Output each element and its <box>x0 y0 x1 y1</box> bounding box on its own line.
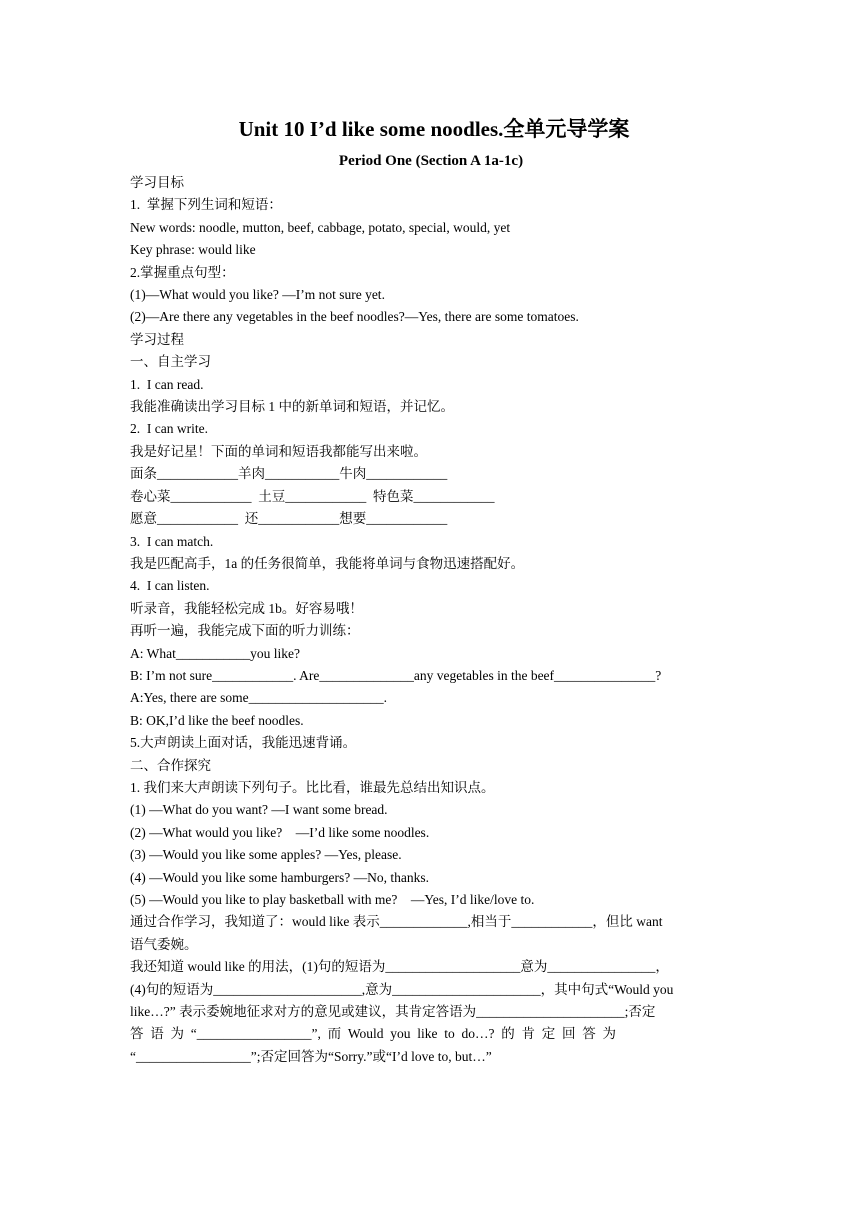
key-phrase: Key phrase: would like <box>130 242 256 258</box>
task-match: 3. I can match. <box>130 533 214 549</box>
heading-objectives: 学习目标 <box>130 175 184 190</box>
dialogue-a2: A:Yes, there are some____________________. <box>130 690 387 706</box>
task-match-desc: 我是匹配高手，1a 的任务很简单，我能将单词与食物迅速搭配好。 <box>130 555 525 571</box>
summary-line-2: 语气委婉。 <box>130 936 198 952</box>
summary-line-3: 我还知道 would like 的用法，(1)句的短语为____________________意为________________， <box>130 959 669 975</box>
heading-process: 学习过程 <box>130 331 184 347</box>
task-read-desc: 我能准确读出学习目标 1 中的新单词和短语，并记忆。 <box>130 399 454 415</box>
summary-line-7: “_________________”;否定回答为“Sorry.”或“I’d love to, but…” <box>130 1048 492 1064</box>
heading-self-study: 一、自主学习 <box>130 354 211 370</box>
example-1: (1) —What do you want? —I want some bread. <box>130 802 388 818</box>
dialogue-a1: A: What___________you like? <box>130 645 300 661</box>
summary-line-4: (4)句的短语为______________________,意为______________________，其中句式“Would you <box>130 981 674 997</box>
document-subtitle: Period One (Section A 1a-1c) <box>338 153 524 169</box>
task-write-desc: 我是好记星！下面的单词和短语我都能写出来啦。 <box>130 443 427 459</box>
coop-task-1: 1. 我们来大声朗读下列句子。比比看，谁最先总结出知识点。 <box>130 779 495 795</box>
example-2: (2) —What would you like? —I’d like some noodles. <box>130 824 430 840</box>
example-5: (5) —Would you like to play basketball with me? —Yes, I’d like/love to. <box>130 892 535 907</box>
task-listen-again: 再听一遍，我能完成下面的听力训练： <box>130 623 360 639</box>
objective-2: 2.掌握重点句型： <box>130 264 235 280</box>
summary-line-6: 答 语 为 “_________________”, 而 Would you like to do…? 的 肯 定 回 答 为 <box>130 1026 617 1042</box>
task-read: 1. I can read. <box>130 376 204 392</box>
task-listen-desc: 听录音，我能轻松完成 1b。好容易哦！ <box>130 600 363 616</box>
document-body <box>130 112 730 1068</box>
key-sentence-2: (2)—Are there any vegetables in the beef noodles?—Yes, there are some tomatoes. <box>130 309 579 325</box>
objective-1: 1. 掌握下列生词和短语： <box>130 197 282 213</box>
fill-row-3: 愿意____________ 还____________想要____________ <box>130 511 448 527</box>
task-write: 2. I can write. <box>130 421 208 437</box>
task-listen: 4. I can listen. <box>130 578 210 594</box>
dialogue-b1: B: I’m not sure____________. Are______________any vegetables in the beef_______________? <box>130 667 662 683</box>
heading-cooperation: 二、合作探究 <box>130 757 211 773</box>
new-words: New words: noodle, mutton, beef, cabbage, potato, special, would, yet <box>130 219 511 235</box>
fill-row-1: 面条____________羊肉___________牛肉____________ <box>130 466 448 482</box>
summary-line-5: like…?” 表示委婉地征求对方的意见或建议，其肯定答语为______________________;否定 <box>130 1004 656 1020</box>
key-sentence-1: (1)—What would you like? —I’m not sure yet. <box>130 287 385 303</box>
fill-row-2: 卷心菜____________ 土豆____________ 特色菜____________ <box>130 488 495 504</box>
example-4: (4) —Would you like some hamburgers? —No, thanks. <box>130 869 429 885</box>
summary-line-1: 通过合作学习，我知道了：would like 表示_____________,相当于____________，但比 want <box>130 914 663 930</box>
document-title: Unit 10 I’d like some noodles.全单元导学案 <box>238 117 630 141</box>
task-recite: 5.大声朗读上面对话，我能迅速背诵。 <box>130 735 357 751</box>
example-3: (3) —Would you like some apples? —Yes, please. <box>130 847 402 863</box>
dialogue-b2: B: OK,I’d like the beef noodles. <box>130 712 304 728</box>
